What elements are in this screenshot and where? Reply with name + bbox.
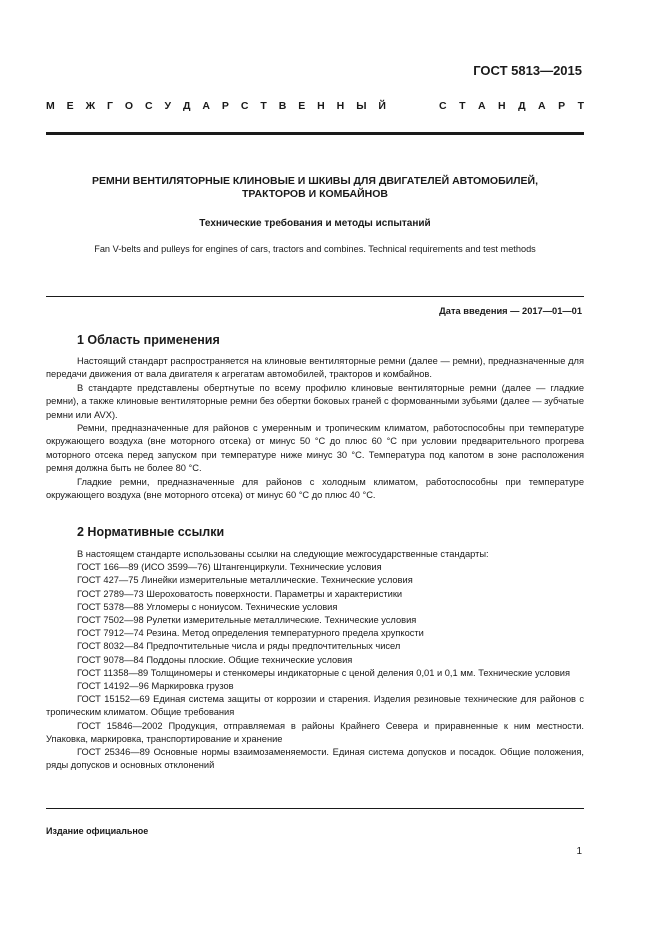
section-1-paragraph: Настоящий стандарт распространяется на клиновые вентиляторные ремни (далее — ремни), предназначенные для передачи движения от вала двигателя к агрегатам автомобилей, тракторов и комбайнов. [46, 356, 584, 380]
document-subtitle: Технические требования и методы испытаний [199, 218, 431, 229]
section-1-paragraph: В стандарте представлены обертнутые по всему профилю клиновые вентиляторные ремни (далее — гладкие ремни), а также клиновые вентиляторные ремни без обертки боковых граней с формованными зубьями (далее — зубчатые ремни или AVX). [46, 382, 584, 420]
banner-letter: Р [221, 100, 229, 112]
document-title-line-2: ТРАКТОРОВ И КОМБАЙНОВ [242, 188, 388, 200]
interstate-standard-banner [46, 100, 584, 112]
banner-letter: Г [107, 100, 113, 112]
reference-item: ГОСТ 25346—89 Основные нормы взаимозаменяемости. Единая система допусков и посадок. Общие положения, ряды допусков и основных отклонений [46, 747, 584, 771]
banner-letter: Ы [356, 100, 367, 112]
gost-number: ГОСТ 5813—2015 [473, 63, 582, 78]
section-1-body [46, 355, 584, 502]
banner-letter: А [202, 100, 210, 112]
title-rule [46, 296, 584, 297]
banner-letter: С [240, 100, 249, 112]
banner-letter: Т [459, 100, 466, 112]
reference-item: ГОСТ 11358—89 Толщиномеры и стенкомеры индикаторные с ценой деления 0,01 и 0,1 мм. Технические условия [77, 667, 571, 678]
banner-letter: Н [336, 100, 345, 112]
section-1-paragraph: Ремни, предназначенные для районов с умеренным и тропическим климатом, работоспособны при температуре окружающего воздуха (вне моторного отсека) от минус 50 °С до плюс 60 °С при условии предварительного прогрева моторного отсека перед запуском при температуре ниже минус 30 °С. Температура под капотом в зоне расположения ремня должна быть не более 80 °С. [46, 423, 584, 474]
banner-letter: А [538, 100, 546, 112]
reference-item: ГОСТ 7912—74 Резина. Метод определения температурного предела хрупкости [77, 628, 424, 639]
banner-letter: Е [298, 100, 306, 112]
section-2-heading: 2 Нормативные ссылки [77, 525, 225, 539]
banner-letter: Н [317, 100, 325, 112]
section-1-heading: 1 Область применения [77, 333, 220, 347]
banner-letter: С [439, 100, 447, 112]
document-english-title: Fan V-belts and pulleys for engines of cars, tractors and combines. Technical requirements and test methods [94, 244, 536, 254]
reference-item: ГОСТ 427—75 Линейки измерительные металлические. Технические условия [77, 575, 413, 586]
banner-letter: У [164, 100, 172, 112]
reference-item: ГОСТ 5378—88 Угломеры с нониусом. Технические условия [77, 601, 338, 612]
banner-letter: Д [182, 100, 191, 112]
introduction-date: Дата введения — 2017—01—01 [439, 306, 582, 316]
banner-letter: М [46, 100, 55, 112]
banner-letter: О [124, 100, 134, 112]
document-title [46, 175, 584, 201]
reference-item: ГОСТ 15152—69 Единая система защиты от коррозии и старения. Изделия резиновые технические для районов с тропическим климатом. Общие требования [46, 694, 584, 718]
reference-item: ГОСТ 8032—84 Предпочтительные числа и ряды предпочтительных чисел [77, 641, 401, 652]
header-rule [46, 132, 584, 135]
banner-letter: А [477, 100, 486, 112]
page-number: 1 [576, 846, 582, 857]
section-1-paragraph: Гладкие ремни, предназначенные для районов с холодным климатом, работоспособны при температуре окружающего воздуха (вне моторного отсека) от минус 60 °С до плюс 40 °С. [46, 476, 584, 501]
reference-item: ГОСТ 166—89 (ИСО 3599—76) Штангенциркули. Технические условия [77, 562, 382, 573]
reference-item: ГОСТ 14192—96 Маркировка грузов [77, 681, 234, 692]
banner-letter: С [145, 100, 153, 112]
spaced-word-left [46, 100, 386, 112]
banner-letter: Н [498, 100, 506, 112]
official-edition-label: Издание официальное [46, 826, 149, 836]
banner-letter: Е [66, 100, 74, 112]
banner-letter: Ж [85, 100, 96, 112]
reference-item: ГОСТ 2789—73 Шероховатость поверхности. Параметры и характеристики [77, 588, 403, 599]
banner-letter: Й [378, 100, 386, 112]
document-title-line-1: РЕМНИ ВЕНТИЛЯТОРНЫЕ КЛИНОВЫЕ И ШКИВЫ ДЛЯ ДВИГАТЕЛЕЙ АВТОМОБИЛЕЙ, [91, 175, 538, 187]
reference-item: ГОСТ 9078—84 Поддоны плоские. Общие технические условия [77, 654, 353, 665]
spaced-word-right [439, 100, 584, 112]
reference-item: ГОСТ 15846—2002 Продукция, отправляемая в районы Крайнего Севера и приравненные к ним местности. Упаковка, маркировка, транспортирование и хранение [46, 720, 584, 744]
reference-item: В настоящем стандарте использованы ссылки на следующие межгосударственные стандарты: [77, 549, 489, 559]
section-2-body [46, 548, 584, 772]
banner-letter: Т [260, 100, 267, 112]
footer-rule [46, 808, 584, 809]
banner-letter: Р [558, 100, 566, 112]
banner-letter: Т [577, 100, 584, 112]
reference-item: ГОСТ 7502—98 Рулетки измерительные металлические. Технические условия [77, 615, 417, 626]
banner-letter: В [278, 100, 287, 112]
banner-letter: Д [518, 100, 526, 112]
